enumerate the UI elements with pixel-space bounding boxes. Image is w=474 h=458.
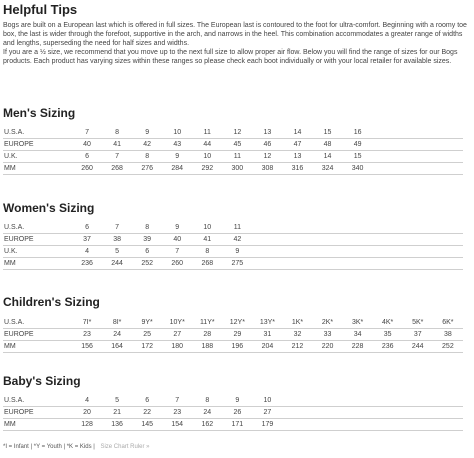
table-row <box>3 329 463 341</box>
mens-sizing-title: Men's Sizing <box>3 106 76 120</box>
table-cell: 324 <box>313 163 343 175</box>
table-cell <box>403 246 433 258</box>
table-cell: 7I* <box>72 317 102 329</box>
table-cell: 4 <box>72 395 102 407</box>
table-cell <box>313 407 343 419</box>
table-cell: 300 <box>222 163 252 175</box>
table-cell: 4K* <box>373 317 403 329</box>
table-cell: 6 <box>72 222 102 234</box>
table-cell: 6 <box>72 151 102 163</box>
table-cell: 34 <box>343 329 373 341</box>
table-cell: 5 <box>102 395 132 407</box>
row-label: U.K. <box>3 151 72 163</box>
table-cell: 12 <box>252 151 282 163</box>
table-cell: 8 <box>192 246 222 258</box>
table-cell: 7 <box>162 246 192 258</box>
table-cell: 13 <box>252 127 282 139</box>
row-label: MM <box>3 341 72 353</box>
table-cell: 156 <box>72 341 102 353</box>
table-cell <box>373 258 403 270</box>
table-cell <box>282 395 312 407</box>
table-cell <box>433 407 463 419</box>
table-cell: 38 <box>433 329 463 341</box>
table-cell: 42 <box>222 234 252 246</box>
table-cell: 16 <box>343 127 373 139</box>
table-row <box>3 222 463 234</box>
table-cell: 171 <box>222 419 252 431</box>
table-cell <box>313 234 343 246</box>
table-cell: 260 <box>162 258 192 270</box>
table-cell: 7 <box>162 395 192 407</box>
table-cell <box>403 139 433 151</box>
table-cell <box>433 258 463 270</box>
table-row <box>3 395 463 407</box>
table-cell: 10 <box>252 395 282 407</box>
row-label: EUROPE <box>3 407 72 419</box>
size-legend: *I = Infant | *Y = Youth | *K = Kids | <box>3 444 95 450</box>
table-cell <box>433 234 463 246</box>
table-cell: 21 <box>102 407 132 419</box>
table-cell: 38 <box>102 234 132 246</box>
table-cell: 37 <box>403 329 433 341</box>
table-cell: 9 <box>222 395 252 407</box>
table-cell <box>403 258 433 270</box>
table-cell: 4 <box>72 246 102 258</box>
babys-size-table <box>3 395 463 431</box>
table-cell: 29 <box>222 329 252 341</box>
table-cell <box>403 222 433 234</box>
table-cell: 28 <box>192 329 222 341</box>
table-row <box>3 407 463 419</box>
table-cell: 42 <box>132 139 162 151</box>
helpful-tips-paragraph-1: Bogs are built on a European last which is offered in full sizes. The European last is contoured to the foot for ultra-comfort. Beginning with a roomy toe box, the last is wider through the forefoot, supportive in the arch, and narrows in the heel. This combination accommodates a greater range of widths and lengths, superseding the need for half sizes and widths. <box>3 22 467 47</box>
table-cell: 8 <box>132 151 162 163</box>
table-cell <box>373 139 403 151</box>
row-label: U.S.A. <box>3 317 72 329</box>
table-cell: 27 <box>252 407 282 419</box>
row-label: U.S.A. <box>3 222 72 234</box>
table-cell: 5 <box>102 246 132 258</box>
table-cell <box>433 127 463 139</box>
table-cell: 24 <box>192 407 222 419</box>
row-label: U.S.A. <box>3 127 72 139</box>
table-cell <box>313 419 343 431</box>
table-cell: 292 <box>192 163 222 175</box>
table-cell: 145 <box>132 419 162 431</box>
table-cell: 7 <box>102 151 132 163</box>
table-cell: 172 <box>132 341 162 353</box>
mens-size-table <box>3 127 463 175</box>
table-cell: 180 <box>162 341 192 353</box>
table-cell <box>403 234 433 246</box>
table-cell: 220 <box>313 341 343 353</box>
table-cell <box>282 234 312 246</box>
size-chart-ruler-link[interactable]: Size Chart Ruler » <box>100 444 150 450</box>
table-cell: 9 <box>162 222 192 234</box>
table-cell <box>433 139 463 151</box>
table-cell: 14 <box>313 151 343 163</box>
table-cell: 22 <box>132 407 162 419</box>
table-cell: 15 <box>313 127 343 139</box>
table-cell <box>373 127 403 139</box>
table-cell: 44 <box>192 139 222 151</box>
table-cell <box>282 222 312 234</box>
table-cell <box>282 258 312 270</box>
table-cell <box>433 163 463 175</box>
table-cell: 27 <box>162 329 192 341</box>
table-row <box>3 419 463 431</box>
table-row <box>3 246 463 258</box>
table-cell: 25 <box>132 329 162 341</box>
table-cell: 6 <box>132 246 162 258</box>
table-cell <box>282 246 312 258</box>
table-cell <box>343 407 373 419</box>
table-cell: 46 <box>252 139 282 151</box>
table-cell <box>373 163 403 175</box>
helpful-tips-title: Helpful Tips <box>3 2 78 17</box>
womens-size-table <box>3 222 463 270</box>
childrens-sizing-title: Children's Sizing <box>3 295 100 309</box>
womens-sizing-title: Women's Sizing <box>3 201 95 215</box>
table-cell: 276 <box>132 163 162 175</box>
table-row <box>3 234 463 246</box>
babys-sizing-title: Baby's Sizing <box>3 374 81 388</box>
table-cell: 47 <box>282 139 312 151</box>
table-cell: 39 <box>132 234 162 246</box>
table-cell: 1K* <box>282 317 312 329</box>
table-row <box>3 258 463 270</box>
table-cell: 236 <box>72 258 102 270</box>
table-cell: 244 <box>102 258 132 270</box>
table-cell: 11 <box>222 222 252 234</box>
table-cell: 12 <box>222 127 252 139</box>
table-cell <box>373 407 403 419</box>
table-cell: 8I* <box>102 317 132 329</box>
table-cell: 212 <box>282 341 312 353</box>
table-cell <box>252 258 282 270</box>
table-cell <box>403 395 433 407</box>
table-cell <box>433 246 463 258</box>
table-cell: 179 <box>252 419 282 431</box>
table-cell: 43 <box>162 139 192 151</box>
table-cell: 9 <box>162 151 192 163</box>
table-cell: 11Y* <box>192 317 222 329</box>
table-cell: 10Y* <box>162 317 192 329</box>
table-cell <box>343 222 373 234</box>
table-cell <box>373 234 403 246</box>
row-label: MM <box>3 163 72 175</box>
table-cell: 33 <box>313 329 343 341</box>
helpful-tips-paragraph-2: If you are a ½ size, we recommend that you move up to the next full size to allow proper air flow. Below you will find the range of sizes for our Bogs products. Each product has varying sizes within these ranges so please check each boot individually or with your local retailer for available sizes. <box>3 49 458 65</box>
table-row <box>3 151 463 163</box>
table-cell: 7 <box>102 222 132 234</box>
table-cell <box>403 419 433 431</box>
table-cell: 41 <box>102 139 132 151</box>
table-cell <box>343 419 373 431</box>
row-label: EUROPE <box>3 139 72 151</box>
table-cell: 10 <box>192 151 222 163</box>
table-cell: 154 <box>162 419 192 431</box>
table-cell: 308 <box>252 163 282 175</box>
table-cell: 275 <box>222 258 252 270</box>
table-row <box>3 317 463 329</box>
table-cell <box>313 395 343 407</box>
table-row <box>3 341 463 353</box>
table-cell: 45 <box>222 139 252 151</box>
table-cell <box>433 419 463 431</box>
table-cell <box>252 222 282 234</box>
table-cell: 162 <box>192 419 222 431</box>
table-cell: 31 <box>252 329 282 341</box>
table-cell: 3K* <box>343 317 373 329</box>
table-row <box>3 139 463 151</box>
table-cell <box>252 234 282 246</box>
table-cell <box>433 222 463 234</box>
table-cell: 48 <box>313 139 343 151</box>
table-cell: 6 <box>132 395 162 407</box>
table-cell <box>403 127 433 139</box>
table-cell: 26 <box>222 407 252 419</box>
table-cell <box>403 407 433 419</box>
table-cell: 49 <box>343 139 373 151</box>
table-cell: 8 <box>192 395 222 407</box>
table-cell <box>373 395 403 407</box>
table-cell: 196 <box>222 341 252 353</box>
table-cell: 8 <box>132 222 162 234</box>
table-cell: 40 <box>162 234 192 246</box>
table-cell <box>343 246 373 258</box>
table-cell: 268 <box>102 163 132 175</box>
table-cell <box>403 163 433 175</box>
table-cell <box>282 407 312 419</box>
table-cell: 236 <box>373 341 403 353</box>
table-cell: 41 <box>192 234 222 246</box>
table-cell <box>313 246 343 258</box>
table-row <box>3 163 463 175</box>
table-cell: 164 <box>102 341 132 353</box>
row-label: EUROPE <box>3 329 72 341</box>
table-cell: 9 <box>222 246 252 258</box>
row-label: U.S.A. <box>3 395 72 407</box>
table-cell <box>433 151 463 163</box>
row-label: MM <box>3 258 72 270</box>
table-cell: 7 <box>72 127 102 139</box>
row-label: U.K. <box>3 246 72 258</box>
table-cell: 136 <box>102 419 132 431</box>
row-label: EUROPE <box>3 234 72 246</box>
table-cell <box>343 258 373 270</box>
table-cell: 10 <box>192 222 222 234</box>
table-cell: 260 <box>72 163 102 175</box>
table-cell: 268 <box>192 258 222 270</box>
table-cell: 12Y* <box>222 317 252 329</box>
table-cell: 23 <box>72 329 102 341</box>
table-cell <box>343 234 373 246</box>
table-cell: 10 <box>162 127 192 139</box>
table-cell: 252 <box>433 341 463 353</box>
row-label: MM <box>3 419 72 431</box>
table-cell: 15 <box>343 151 373 163</box>
table-cell: 13Y* <box>252 317 282 329</box>
table-cell <box>343 395 373 407</box>
table-cell: 9 <box>132 127 162 139</box>
table-cell: 11 <box>192 127 222 139</box>
table-cell: 11 <box>222 151 252 163</box>
table-cell: 8 <box>102 127 132 139</box>
table-cell: 20 <box>72 407 102 419</box>
table-cell: 9Y* <box>132 317 162 329</box>
table-cell <box>313 222 343 234</box>
table-cell: 6K* <box>433 317 463 329</box>
table-cell: 23 <box>162 407 192 419</box>
helpful-tips-section <box>3 0 471 66</box>
table-cell: 244 <box>403 341 433 353</box>
table-cell <box>373 419 403 431</box>
table-cell <box>282 419 312 431</box>
table-cell: 188 <box>192 341 222 353</box>
table-cell: 128 <box>72 419 102 431</box>
table-cell <box>373 222 403 234</box>
table-cell: 204 <box>252 341 282 353</box>
table-cell: 14 <box>282 127 312 139</box>
table-cell: 37 <box>72 234 102 246</box>
table-cell: 13 <box>282 151 312 163</box>
table-cell: 32 <box>282 329 312 341</box>
table-cell: 316 <box>282 163 312 175</box>
table-cell <box>373 246 403 258</box>
table-cell: 340 <box>343 163 373 175</box>
table-cell: 2K* <box>313 317 343 329</box>
table-cell: 228 <box>343 341 373 353</box>
table-cell: 252 <box>132 258 162 270</box>
table-cell <box>313 258 343 270</box>
table-cell <box>373 151 403 163</box>
table-cell <box>433 395 463 407</box>
footer <box>3 444 150 450</box>
table-cell: 24 <box>102 329 132 341</box>
table-cell: 40 <box>72 139 102 151</box>
table-row <box>3 127 463 139</box>
childrens-size-table <box>3 317 463 353</box>
table-cell: 5K* <box>403 317 433 329</box>
table-cell: 35 <box>373 329 403 341</box>
table-cell: 284 <box>162 163 192 175</box>
table-cell <box>252 246 282 258</box>
table-cell <box>403 151 433 163</box>
